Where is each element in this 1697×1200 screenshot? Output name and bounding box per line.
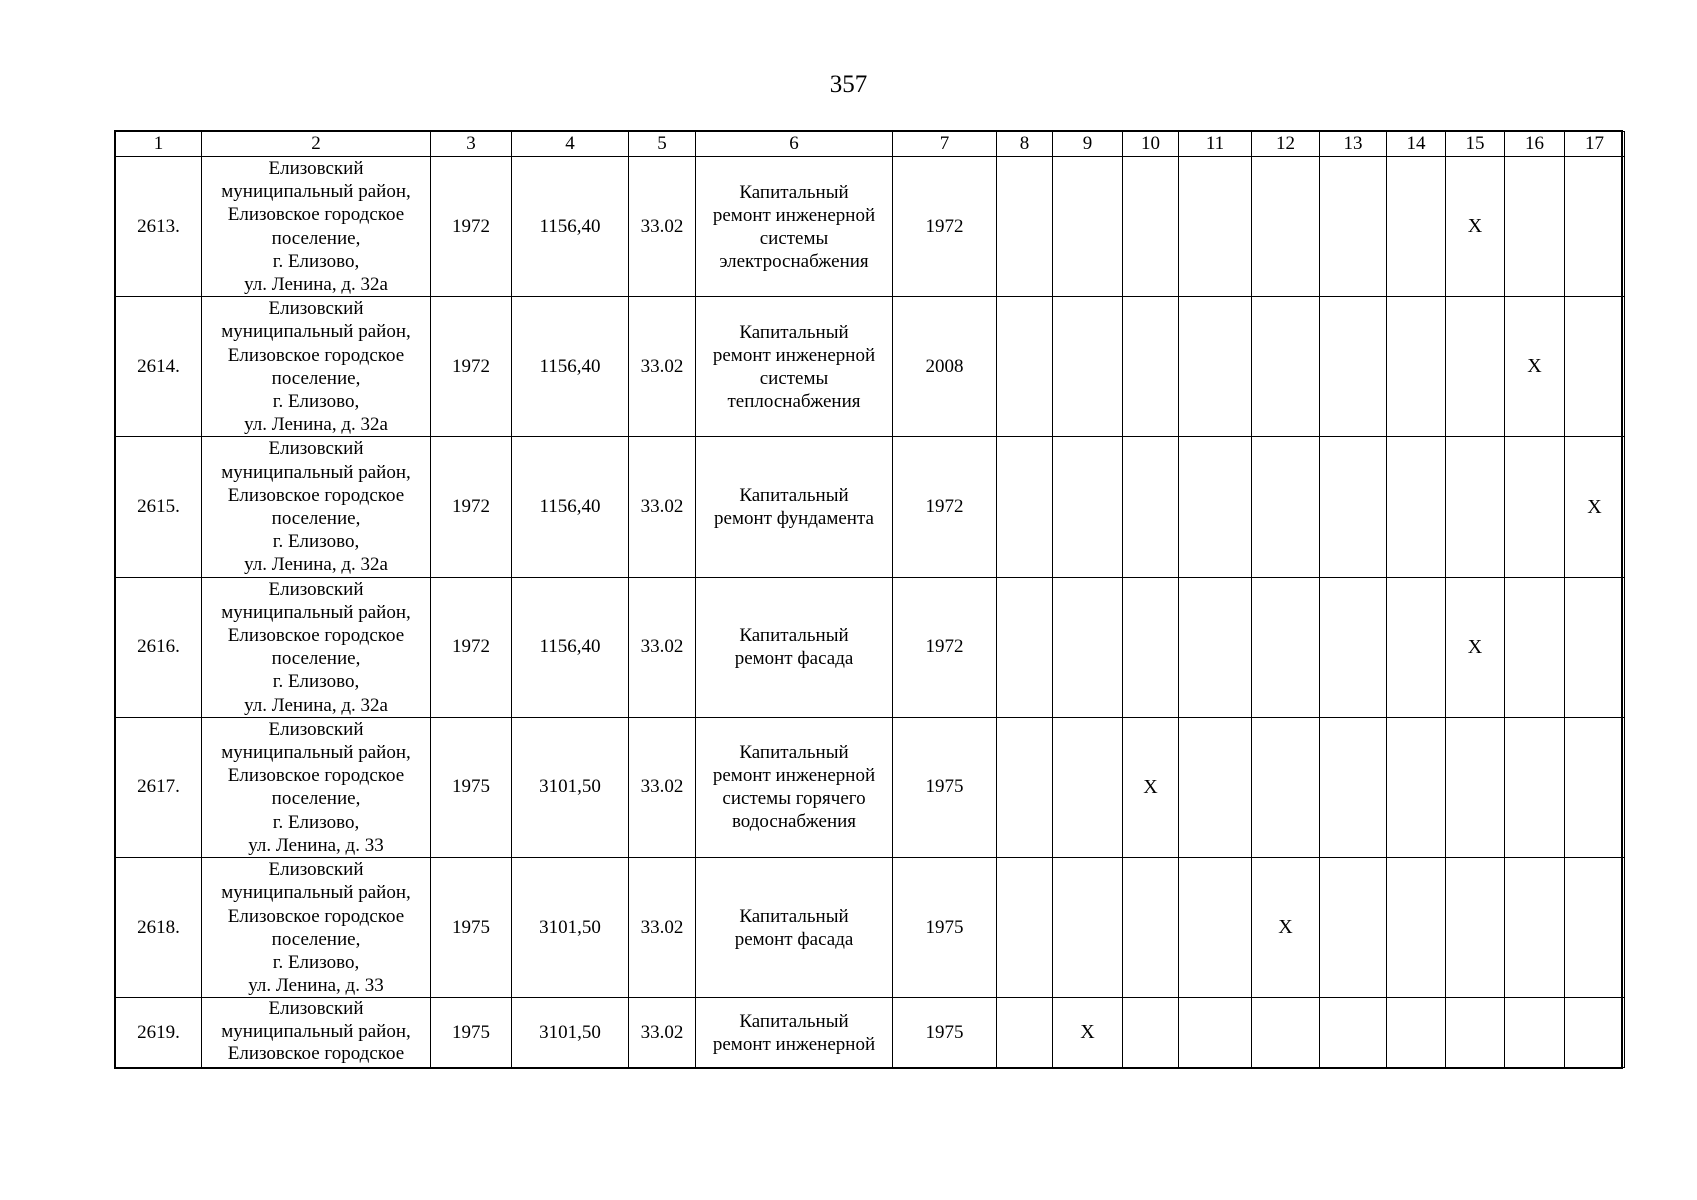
period-mark-cell xyxy=(997,437,1053,577)
period-mark-cell xyxy=(1387,998,1446,1068)
address-cell: Елизовский муниципальный район, Елизовское городское поселение, г. Елизово, ул. Ленина, д. 32а xyxy=(202,157,431,297)
code-cell: 33.02 xyxy=(629,297,696,437)
row-number: 2615. xyxy=(116,437,202,577)
row-number: 2617. xyxy=(116,717,202,857)
period-mark-cell xyxy=(1179,437,1252,577)
period-mark-cell xyxy=(1053,297,1123,437)
period-mark-cell xyxy=(1320,437,1387,577)
code-cell: 33.02 xyxy=(629,998,696,1068)
column-header: 11 xyxy=(1179,132,1252,157)
period-mark-cell xyxy=(1123,577,1179,717)
period-mark-cell xyxy=(997,297,1053,437)
period-mark-cell xyxy=(1446,717,1505,857)
address-cell: Елизовский муниципальный район, Елизовское городское поселение, г. Елизово, ул. Ленина, д. 32а xyxy=(202,297,431,437)
row-number: 2614. xyxy=(116,297,202,437)
period-mark-cell xyxy=(1565,998,1625,1068)
build-year-cell: 1972 xyxy=(431,157,512,297)
code-cell: 33.02 xyxy=(629,858,696,998)
period-mark-cell xyxy=(1505,577,1565,717)
period-mark-cell: X xyxy=(1446,577,1505,717)
period-mark-cell: X xyxy=(1252,858,1320,998)
work-type-cell: Капитальный ремонт инженерной xyxy=(696,998,893,1068)
area-cell: 1156,40 xyxy=(512,297,629,437)
period-mark-cell xyxy=(1565,577,1625,717)
build-year-cell: 1975 xyxy=(431,998,512,1068)
column-header: 14 xyxy=(1387,132,1446,157)
column-header: 13 xyxy=(1320,132,1387,157)
period-mark-cell xyxy=(1252,717,1320,857)
work-type-cell: Капитальный ремонт инженерной системы теплоснабжения xyxy=(696,297,893,437)
column-header: 10 xyxy=(1123,132,1179,157)
column-header: 17 xyxy=(1565,132,1625,157)
build-year-cell: 1972 xyxy=(431,437,512,577)
column-header: 2 xyxy=(202,132,431,157)
period-mark-cell xyxy=(997,157,1053,297)
column-header: 4 xyxy=(512,132,629,157)
repair-schedule-table xyxy=(115,131,1625,1068)
area-cell: 1156,40 xyxy=(512,157,629,297)
period-mark-cell xyxy=(1053,858,1123,998)
period-mark-cell xyxy=(1179,577,1252,717)
column-header: 3 xyxy=(431,132,512,157)
period-mark-cell xyxy=(1505,998,1565,1068)
row-number: 2616. xyxy=(116,577,202,717)
last-repair-year-cell: 1972 xyxy=(893,437,997,577)
period-mark-cell xyxy=(1123,157,1179,297)
table-row xyxy=(116,297,1625,437)
build-year-cell: 1972 xyxy=(431,577,512,717)
table-row xyxy=(116,437,1625,577)
build-year-cell: 1975 xyxy=(431,858,512,998)
address-cell: Елизовский муниципальный район, Елизовское городское поселение, г. Елизово, ул. Ленина, д. 32а xyxy=(202,437,431,577)
period-mark-cell xyxy=(1252,297,1320,437)
period-mark-cell: X xyxy=(1565,437,1625,577)
column-header: 8 xyxy=(997,132,1053,157)
period-mark-cell xyxy=(1179,858,1252,998)
last-repair-year-cell: 1972 xyxy=(893,157,997,297)
area-cell: 3101,50 xyxy=(512,998,629,1068)
address-cell: Елизовский муниципальный район, Елизовское городское поселение, г. Елизово, ул. Ленина, д. 33 xyxy=(202,858,431,998)
period-mark-cell: X xyxy=(1053,998,1123,1068)
area-cell: 1156,40 xyxy=(512,577,629,717)
column-header: 12 xyxy=(1252,132,1320,157)
period-mark-cell xyxy=(1565,717,1625,857)
last-repair-year-cell: 1975 xyxy=(893,858,997,998)
period-mark-cell xyxy=(1446,858,1505,998)
period-mark-cell xyxy=(1252,577,1320,717)
row-number: 2613. xyxy=(116,157,202,297)
table-row xyxy=(116,998,1625,1068)
period-mark-cell xyxy=(1320,157,1387,297)
column-header: 1 xyxy=(116,132,202,157)
row-number: 2619. xyxy=(116,998,202,1068)
row-number: 2618. xyxy=(116,858,202,998)
period-mark-cell xyxy=(1387,858,1446,998)
period-mark-cell xyxy=(1320,577,1387,717)
period-mark-cell xyxy=(1505,157,1565,297)
table-row xyxy=(116,577,1625,717)
work-type-cell: Капитальный ремонт фасада xyxy=(696,858,893,998)
table-row xyxy=(116,157,1625,297)
work-type-cell: Капитальный ремонт инженерной системы горячего водоснабжения xyxy=(696,717,893,857)
build-year-cell: 1975 xyxy=(431,717,512,857)
last-repair-year-cell: 1972 xyxy=(893,577,997,717)
period-mark-cell xyxy=(1387,577,1446,717)
period-mark-cell: X xyxy=(1446,157,1505,297)
period-mark-cell xyxy=(1387,437,1446,577)
period-mark-cell xyxy=(1123,437,1179,577)
period-mark-cell xyxy=(1505,858,1565,998)
work-type-cell: Капитальный ремонт инженерной системы электроснабжения xyxy=(696,157,893,297)
period-mark-cell xyxy=(1053,717,1123,857)
period-mark-cell xyxy=(1505,437,1565,577)
period-mark-cell xyxy=(1565,297,1625,437)
period-mark-cell xyxy=(1565,858,1625,998)
period-mark-cell: X xyxy=(1123,717,1179,857)
code-cell: 33.02 xyxy=(629,437,696,577)
column-header: 6 xyxy=(696,132,893,157)
period-mark-cell xyxy=(1053,577,1123,717)
period-mark-cell xyxy=(1320,858,1387,998)
period-mark-cell xyxy=(1387,717,1446,857)
table-row xyxy=(116,717,1625,857)
period-mark-cell xyxy=(997,998,1053,1068)
code-cell: 33.02 xyxy=(629,577,696,717)
address-cell: Елизовский муниципальный район, Елизовское городское поселение, г. Елизово, ул. Ленина, д. 33 xyxy=(202,717,431,857)
period-mark-cell xyxy=(1320,998,1387,1068)
period-mark-cell xyxy=(1179,717,1252,857)
address-cell: Елизовский муниципальный район, Елизовское городское xyxy=(202,998,431,1068)
period-mark-cell xyxy=(1252,157,1320,297)
last-repair-year-cell: 1975 xyxy=(893,717,997,857)
last-repair-year-cell: 2008 xyxy=(893,297,997,437)
period-mark-cell xyxy=(1387,157,1446,297)
column-header: 5 xyxy=(629,132,696,157)
column-header: 16 xyxy=(1505,132,1565,157)
column-header: 9 xyxy=(1053,132,1123,157)
period-mark-cell xyxy=(1053,157,1123,297)
period-mark-cell xyxy=(1446,998,1505,1068)
period-mark-cell xyxy=(1123,297,1179,437)
period-mark-cell xyxy=(1179,998,1252,1068)
period-mark-cell xyxy=(997,858,1053,998)
period-mark-cell xyxy=(1252,437,1320,577)
period-mark-cell xyxy=(1387,297,1446,437)
period-mark-cell xyxy=(1123,858,1179,998)
period-mark-cell xyxy=(1505,717,1565,857)
area-cell: 3101,50 xyxy=(512,717,629,857)
period-mark-cell xyxy=(1123,998,1179,1068)
period-mark-cell: X xyxy=(1505,297,1565,437)
period-mark-cell xyxy=(1446,297,1505,437)
period-mark-cell xyxy=(1179,297,1252,437)
code-cell: 33.02 xyxy=(629,717,696,857)
build-year-cell: 1972 xyxy=(431,297,512,437)
page-number: 357 xyxy=(829,71,868,98)
period-mark-cell xyxy=(1252,998,1320,1068)
period-mark-cell xyxy=(1179,157,1252,297)
period-mark-cell xyxy=(1446,437,1505,577)
column-header: 15 xyxy=(1446,132,1505,157)
code-cell: 33.02 xyxy=(629,157,696,297)
period-mark-cell xyxy=(1565,157,1625,297)
period-mark-cell xyxy=(1053,437,1123,577)
address-cell: Елизовский муниципальный район, Елизовское городское поселение, г. Елизово, ул. Ленина, д. 32а xyxy=(202,577,431,717)
work-type-cell: Капитальный ремонт фасада xyxy=(696,577,893,717)
area-cell: 1156,40 xyxy=(512,437,629,577)
work-type-cell: Капитальный ремонт фундамента xyxy=(696,437,893,577)
column-number-row xyxy=(116,132,1625,157)
period-mark-cell xyxy=(1320,297,1387,437)
last-repair-year-cell: 1975 xyxy=(893,998,997,1068)
column-header: 7 xyxy=(893,132,997,157)
area-cell: 3101,50 xyxy=(512,858,629,998)
period-mark-cell xyxy=(997,577,1053,717)
table-row xyxy=(116,858,1625,998)
period-mark-cell xyxy=(997,717,1053,857)
period-mark-cell xyxy=(1320,717,1387,857)
